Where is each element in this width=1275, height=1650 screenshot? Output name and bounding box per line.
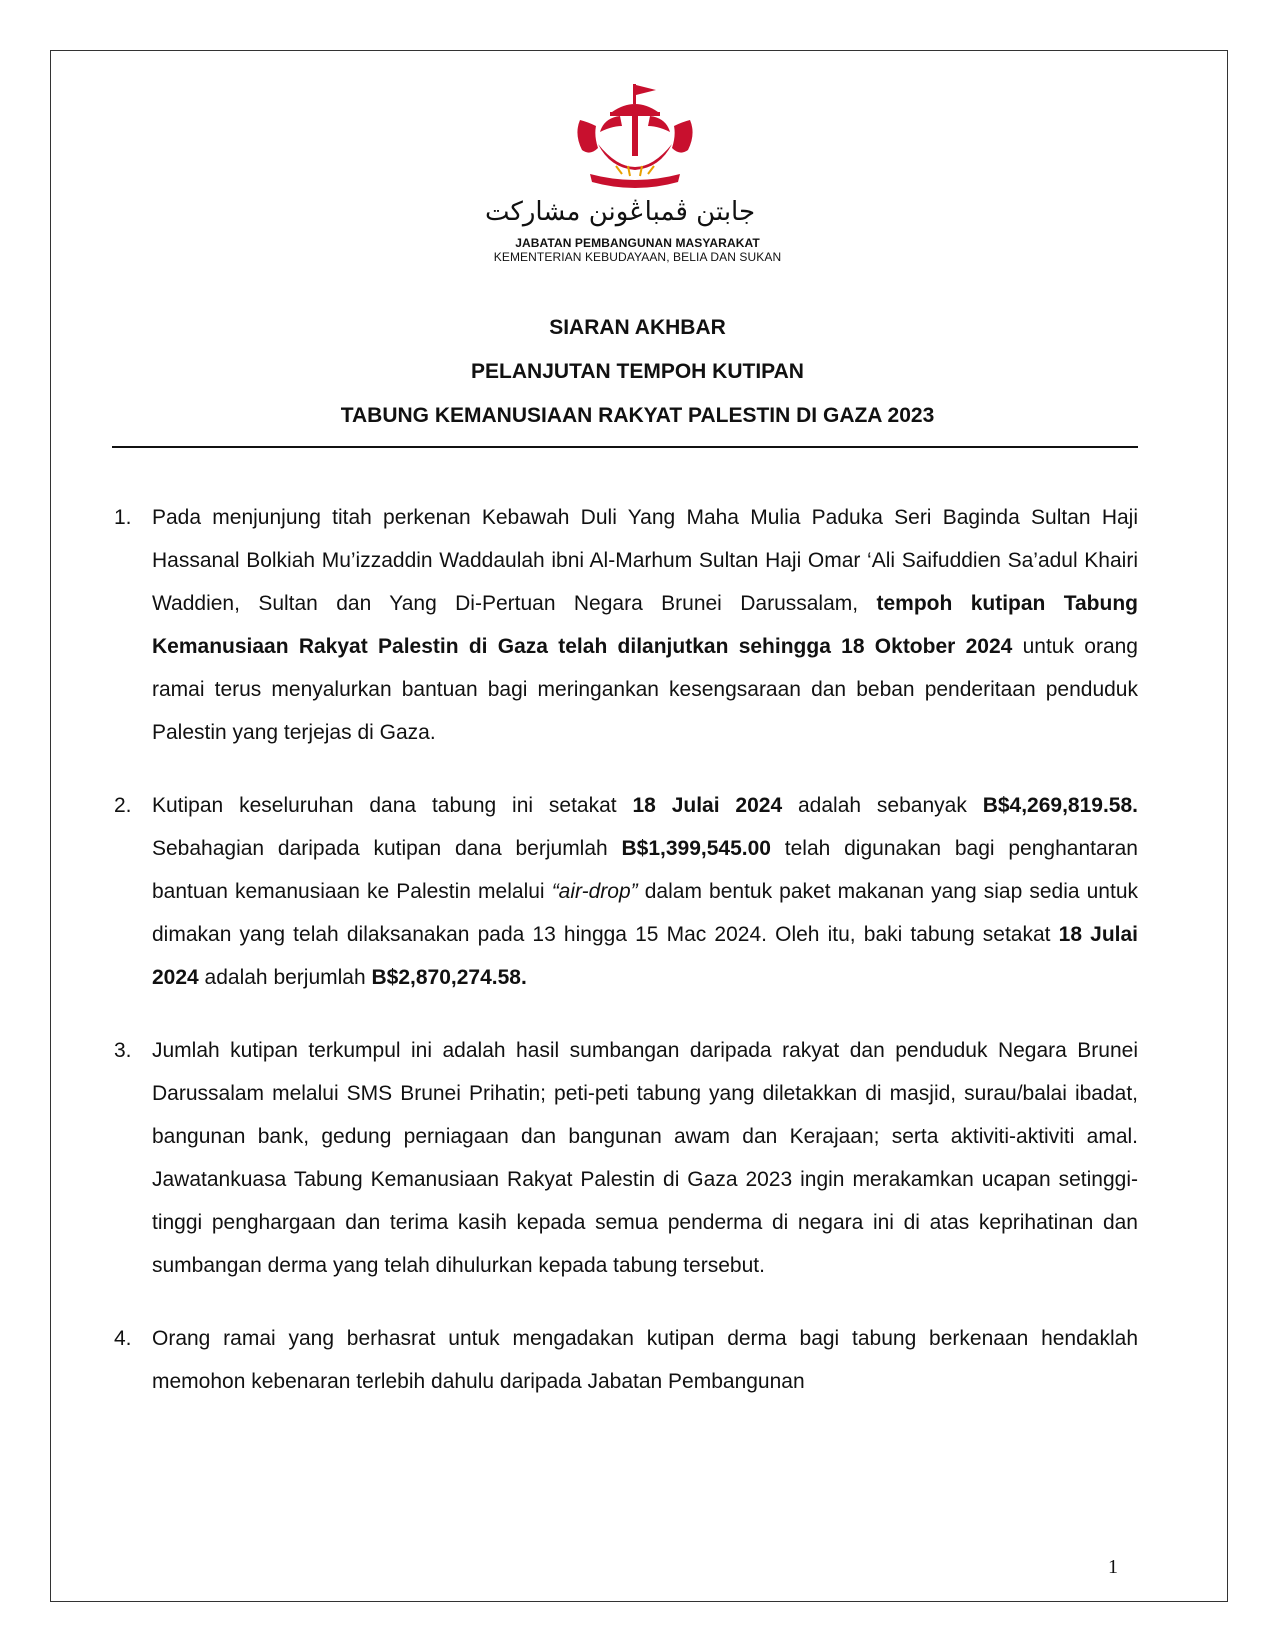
brunei-crest-logo	[560, 82, 710, 192]
paragraph-text: Kutipan keseluruhan dana tabung ini setakat	[152, 794, 633, 817]
paragraph-text: telah digunakan bagi penghantaran bantuan kemanusiaan ke Palestin melalui	[152, 837, 1138, 903]
paragraph-number: 3.	[114, 1039, 132, 1062]
page-number: 1	[1108, 1556, 1118, 1578]
title-fund-name: TABUNG KEMANUSIAAN RAKYAT PALESTIN DI GAZA 2023	[340, 404, 935, 427]
paragraph-text: adalah sebanyak	[782, 794, 983, 817]
org-line-department: JABATAN PEMBANGUNAN MASYARAKAT	[515, 236, 760, 250]
amount-used: B$1,399,545.00	[621, 837, 771, 860]
jawi-agency-name	[470, 188, 770, 232]
paragraph-4	[112, 1317, 1138, 1403]
document-body	[112, 496, 1138, 1433]
date-bold: 18 Julai 2024	[632, 794, 783, 817]
jawi-text: جابتن ڤمباڠونن مشاركت	[484, 197, 756, 227]
paragraph-text: Sebahagian daripada kutipan dana berjumlah	[152, 837, 622, 860]
date-bold: 18 Julai 2024	[152, 923, 1138, 989]
paragraph-3	[112, 1029, 1138, 1287]
title-divider	[112, 446, 1138, 448]
title-press-release: SIARAN AKHBAR	[549, 316, 726, 339]
jawi-script-graphic	[470, 188, 770, 232]
paragraph-text: untuk orang ramai terus menyalurkan bantuan bagi meringankan kesengsaraan dan beban penderitaan penduduk Palestin yang terjejas di Gaza.	[152, 635, 1138, 744]
paragraph-text: Pada menjunjung titah perkenan Kebawah Duli Yang Maha Mulia Paduka Seri Baginda Sultan Haji Hassanal Bolkiah Mu’izzaddin Waddaulah ibni Al-Marhum Sultan Haji Omar ‘Ali Saifuddien Sa’adul Khairi Waddien, Sultan dan Yang Di-Pertuan Negara Brunei Darussalam,	[152, 506, 1138, 615]
paragraph-number: 1.	[114, 506, 132, 529]
paragraph-1	[112, 496, 1138, 754]
paragraph-number: 4.	[114, 1327, 132, 1350]
paragraph-text: adalah berjumlah	[198, 966, 372, 989]
airdrop-italic: “air-drop”	[551, 880, 638, 903]
paragraph-text: dalam bentuk paket makanan yang siap sedia untuk dimakan yang telah dilaksanakan pada 13 hingga 15 Mac 2024. Oleh itu, baki tabung setakat	[152, 880, 1138, 946]
org-line-ministry: KEMENTERIAN KEBUDAYAAN, BELIA DAN SUKAN	[493, 250, 782, 264]
amount-balance: B$2,870,274.58.	[371, 966, 527, 989]
paragraph-text: Orang ramai yang berhasrat untuk mengadakan kutipan derma bagi tabung berkenaan hendaklah memohon kebenaran terlebih dahulu daripada Jabatan Pembangunan	[152, 1327, 1138, 1393]
paragraph-2	[112, 784, 1138, 999]
paragraph-bold-text: tempoh kutipan Tabung Kemanusiaan Rakyat Palestin di Gaza telah dilanjutkan sehingga 18 Oktober 2024	[152, 592, 1138, 658]
title-extension: PELANJUTAN TEMPOH KUTIPAN	[471, 360, 804, 383]
paragraph-text: Jumlah kutipan terkumpul ini adalah hasil sumbangan daripada rakyat dan penduduk Negara Brunei Darussalam melalui SMS Brunei Prihatin; peti-peti tabung yang diletakkan di masjid, surau/balai ibadat, bangunan bank, gedung perniagaan dan bangunan awam dan Kerajaan; serta aktiviti-aktiviti amal. Jawatankuasa Tabung Kemanusiaan Rakyat Palestin di Gaza 2023 ingin merakamkan ucapan setinggi-tinggi penghargaan dan terima kasih kepada semua penderma di negara ini di atas keprihatinan dan sumbangan derma yang telah dihulurkan kepada tabung tersebut.	[152, 1039, 1138, 1277]
amount-total: B$4,269,819.58.	[982, 794, 1138, 817]
paragraph-number: 2.	[114, 794, 132, 817]
